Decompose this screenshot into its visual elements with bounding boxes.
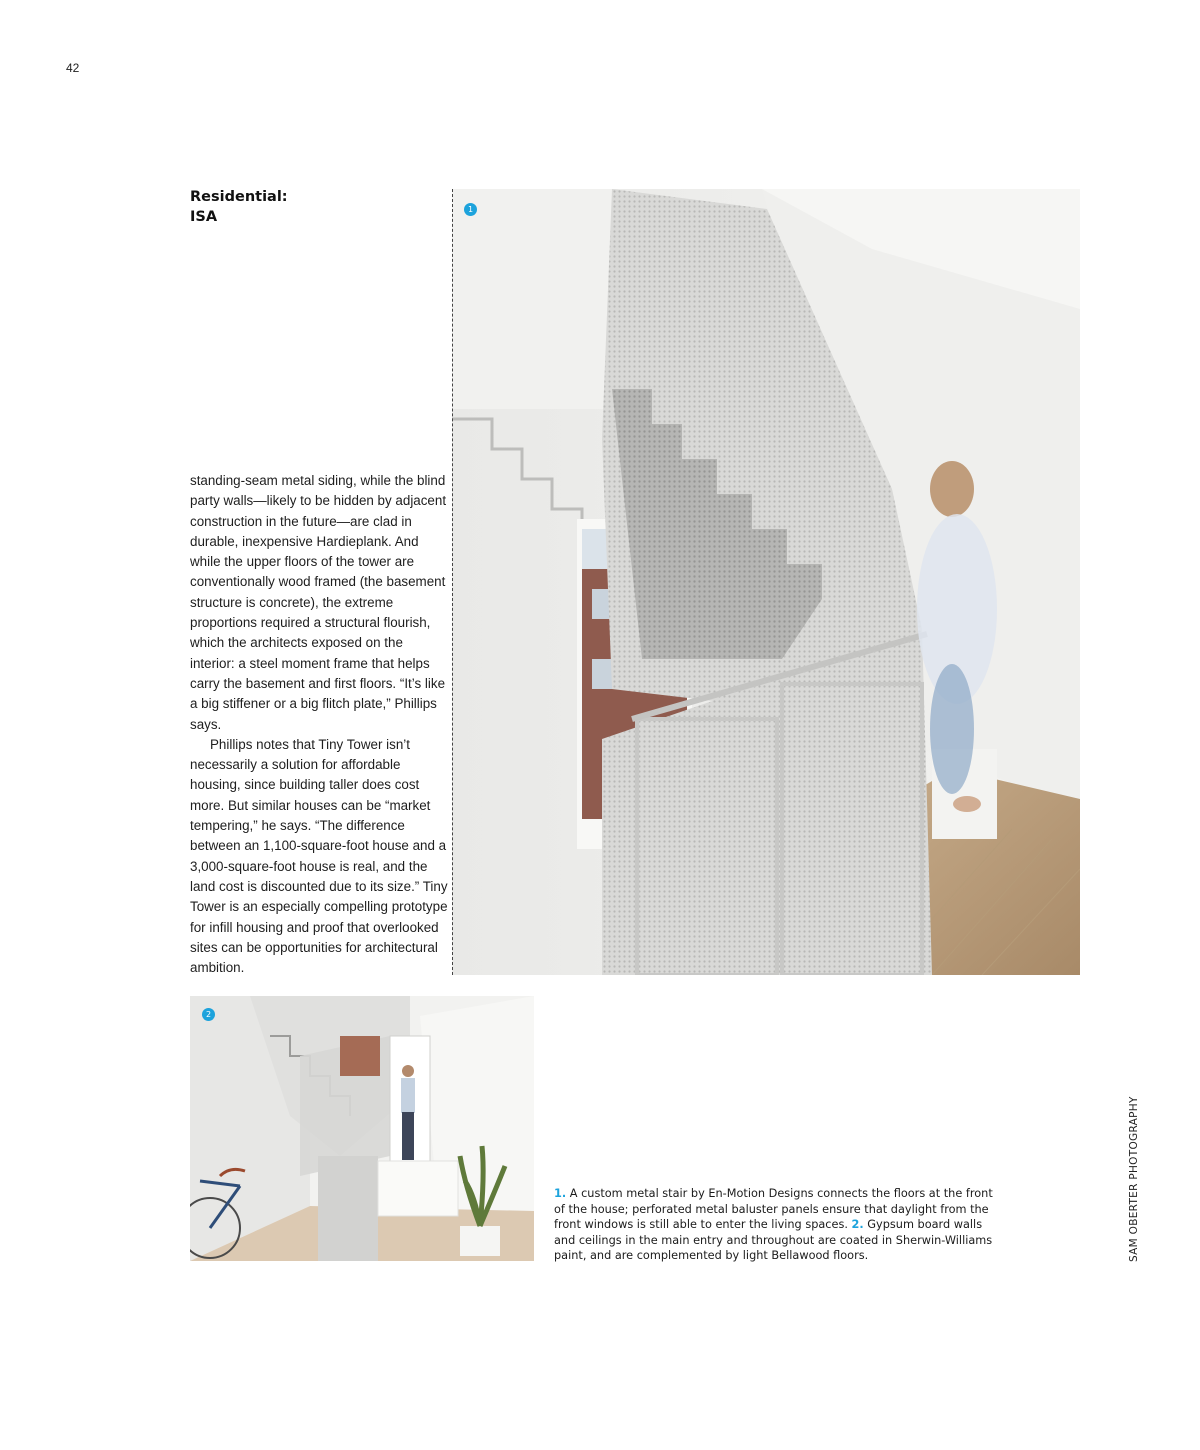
entry-photo: [190, 996, 534, 1261]
article-body: [190, 471, 448, 978]
caption-text-2: Gypsum board walls and ceilings in the main entry and throughout are coated in Sherwin-Williams paint, and are complemented by light Bellawood floors.: [554, 1218, 993, 1262]
photo-credit: SAM OBERTER PHOTOGRAPHY: [1128, 1096, 1140, 1262]
caption-number-2: 2.: [851, 1218, 864, 1231]
photo-marker-2: 2: [202, 1008, 215, 1021]
caption-text-1: A custom metal stair by En-Motion Designs connects the floors at the front of the house; perforated metal baluster panels ensure that daylight from the front windows is still able to enter the living spaces.: [554, 1187, 993, 1231]
section-heading: [190, 187, 390, 227]
stair-photo: [452, 189, 1080, 975]
article-paragraph: Phillips notes that Tiny Tower isn’t necessarily a solution for affordable housing, since building taller does cost more. But similar houses can be “market tempering,” he says. “The difference between an 1,100-square-foot house and a 3,000-square-foot house is real, and the land cost is discounted due to its size.” Tiny Tower is an especially compelling prototype for infill housing and proof that overlooked sites can be opportunities for architectural ambition.: [190, 736, 448, 976]
stair-photo-icon: [452, 189, 1080, 975]
entry-photo-icon: [190, 996, 534, 1261]
page-number: 42: [66, 61, 80, 75]
photo-caption: [554, 1186, 1004, 1264]
page-fold-line: [452, 189, 453, 975]
caption-number-1: 1.: [554, 1187, 567, 1200]
photo-marker-1: 1: [464, 203, 477, 216]
section-heading-line2: ISA: [190, 209, 218, 225]
section-heading-line1: Residential:: [190, 189, 288, 205]
article-paragraph: standing-seam metal siding, while the blind party walls—likely to be hidden by adjacent construction in the future—are clad in durable, inexpensive Hardieplank. And while the upper floors of the tower are conventionally wood framed (the basement structure is concrete), the extreme proportions required a structural flourish, which the architects exposed on the interior: a steel moment frame that helps carry the basement and first floors. “It’s like a big stiffener or a big flitch plate,” Phillips says.: [190, 473, 447, 732]
